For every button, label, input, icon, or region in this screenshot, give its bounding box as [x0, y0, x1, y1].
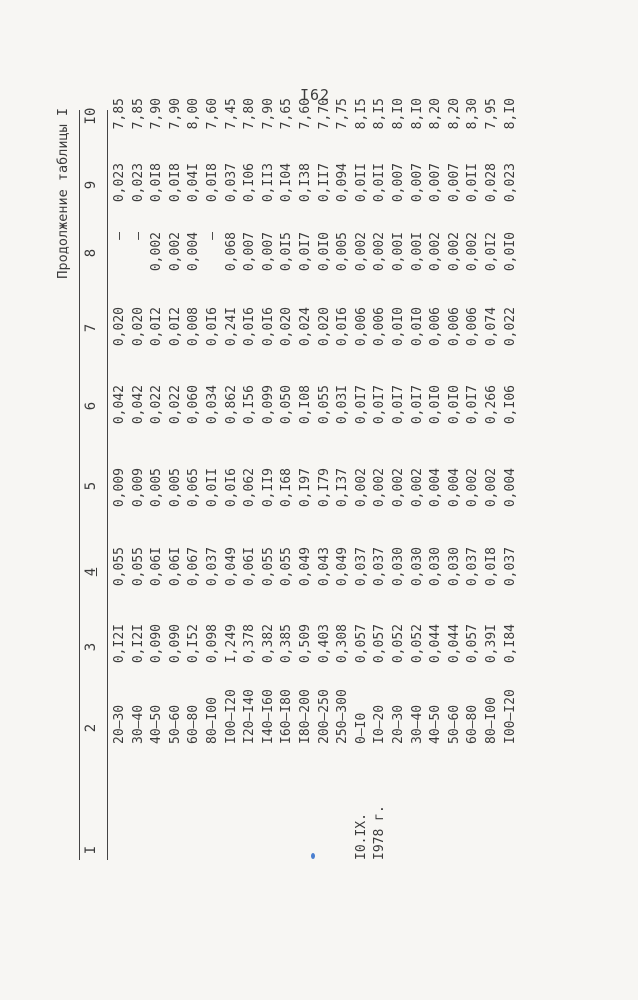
- column-header-6: 6: [83, 401, 99, 411]
- depth-cell: 30–40: [130, 704, 146, 744]
- value-cell-col9: 0,007: [391, 163, 406, 203]
- depth-cell: I20–I40: [242, 689, 258, 744]
- value-cell-col9: 0,023: [502, 163, 518, 203]
- value-cell-col6: 0,099: [260, 385, 276, 425]
- value-cell-col6: 0,0I7: [465, 385, 481, 425]
- table-top-rule: [79, 110, 80, 860]
- value-cell-col4: 0,037: [465, 547, 481, 587]
- value-cell-col9: 0,II7: [316, 163, 332, 203]
- value-cell-col3: 0,378: [242, 624, 258, 664]
- depth-cell: 60–80: [465, 704, 481, 744]
- rotated-table: [55, 90, 575, 860]
- value-cell-col5: 0,0I6: [223, 468, 239, 508]
- value-cell-col6: 0,050: [279, 385, 295, 425]
- value-cell-col8: 0,00I: [391, 232, 406, 272]
- value-cell-col6: 0,022: [149, 385, 165, 425]
- value-cell-col5: 0,009: [112, 468, 127, 508]
- value-cell-col5: 0,005: [149, 468, 165, 508]
- value-cell-col5: 0,002: [465, 468, 481, 508]
- value-cell-col8: 0,007: [242, 232, 258, 272]
- value-cell-col7: 0,0I6: [205, 307, 220, 347]
- date-label-line-1: I0.IX.: [353, 813, 369, 860]
- value-cell-col3: 0,057: [353, 624, 369, 664]
- value-cell-col6: 0,266: [484, 385, 499, 425]
- table-header-rule: [107, 110, 108, 860]
- value-cell-col8: 0,0I5: [279, 232, 295, 272]
- value-cell-col7: 0,020: [279, 307, 295, 347]
- value-cell-col6: 0,042: [112, 385, 127, 425]
- value-cell-col9: 0,007: [446, 163, 462, 203]
- value-cell-col7: 0,0I0: [391, 307, 406, 347]
- depth-cell: 30–40: [409, 704, 425, 744]
- value-cell-col4: 0,06I: [242, 547, 258, 587]
- depth-cell: 80–I00: [484, 697, 499, 744]
- depth-cell: 20–30: [391, 704, 406, 744]
- value-cell-col3: 0,057: [372, 624, 388, 664]
- value-cell-col5: 0,I68: [279, 468, 295, 508]
- value-cell-col4: 0,037: [372, 547, 388, 587]
- value-cell-col9: 0,II3: [260, 163, 276, 203]
- value-cell-col10: 8,20: [446, 98, 462, 130]
- value-cell-col6: 0,0I7: [409, 385, 425, 425]
- depth-cell: I40–I60: [260, 689, 276, 744]
- value-cell-col3: 0,385: [279, 624, 295, 664]
- value-cell-col4: 0,043: [316, 547, 332, 587]
- value-cell-col8: 0,004: [186, 232, 202, 272]
- value-cell-col7: 0,006: [353, 307, 369, 347]
- value-cell-col7: 0,022: [502, 307, 518, 347]
- value-cell-col3: 0,403: [316, 624, 332, 664]
- value-cell-col6: 0,0I0: [446, 385, 462, 425]
- value-cell-col4: 0,049: [223, 547, 239, 587]
- value-cell-col3: 0,382: [260, 624, 276, 664]
- value-cell-col6: 0,862: [223, 385, 239, 425]
- value-cell-col4: 0,049: [298, 547, 313, 587]
- column-header-7: 7: [83, 323, 99, 333]
- value-cell-col3: 0,057: [465, 624, 481, 664]
- value-cell-col6: 0,I08: [298, 385, 313, 425]
- value-cell-col3: 0,044: [446, 624, 462, 664]
- column-header-2: 2: [83, 723, 99, 733]
- value-cell-col5: 0,I37: [335, 468, 351, 508]
- page-number: I62: [300, 86, 331, 104]
- value-cell-col9: 0,023: [130, 163, 146, 203]
- value-cell-col7: 0,006: [372, 307, 388, 347]
- value-cell-col6: 0,060: [186, 385, 202, 425]
- value-cell-col3: I,249: [223, 624, 239, 664]
- value-cell-col8: 0,002: [372, 232, 388, 272]
- value-cell-col9: 0,007: [409, 163, 425, 203]
- value-cell-col7: 0,0I6: [242, 307, 258, 347]
- value-cell-col9: 0,0II: [353, 163, 369, 203]
- value-cell-col10: 8,I0: [502, 98, 518, 130]
- value-cell-col5: 0,062: [242, 468, 258, 508]
- value-cell-col3: 0,098: [205, 624, 220, 664]
- value-cell-col7: 0,074: [484, 307, 499, 347]
- value-cell-col4: 0,049: [335, 547, 351, 587]
- value-cell-col3: 0,090: [149, 624, 165, 664]
- value-cell-col4: 0,06I: [167, 547, 183, 587]
- depth-cell: I80–200: [298, 689, 313, 744]
- value-cell-col10: 8,20: [428, 98, 444, 130]
- value-cell-col8: 0,002: [465, 232, 481, 272]
- value-cell-col3: 0,052: [391, 624, 406, 664]
- column-header-8: 8: [83, 248, 99, 258]
- value-cell-col8: 0,068: [223, 232, 239, 272]
- value-cell-col9: 0,023: [112, 163, 127, 203]
- value-cell-col3: 0,I84: [502, 624, 518, 664]
- value-cell-col5: 0,004: [446, 468, 462, 508]
- value-cell-col8: 0,0I2: [484, 232, 499, 272]
- value-cell-col8: 0,002: [428, 232, 444, 272]
- value-cell-col9: 0,028: [484, 163, 499, 203]
- value-cell-col10: 7,60: [298, 98, 313, 130]
- depth-cell: 20–30: [112, 704, 127, 744]
- value-cell-col3: 0,052: [409, 624, 425, 664]
- value-cell-col8: 0,0I7: [298, 232, 313, 272]
- value-cell-col5: 0,002: [391, 468, 406, 508]
- depth-cell: 40–50: [428, 704, 444, 744]
- value-cell-col9: 0,I06: [242, 163, 258, 203]
- value-cell-col4: 0,055: [279, 547, 295, 587]
- value-cell-col4: 0,030: [391, 547, 406, 587]
- value-cell-col7: 0,0I2: [149, 307, 165, 347]
- value-cell-col10: 7,90: [167, 98, 183, 130]
- value-cell-col7: 0,0I2: [167, 307, 183, 347]
- value-cell-col9: 0,0I8: [149, 163, 165, 203]
- value-cell-col6: 0,0I7: [353, 385, 369, 425]
- value-cell-col6: 0,I06: [502, 385, 518, 425]
- value-cell-col7: 0,0I0: [409, 307, 425, 347]
- depth-cell: I00–I20: [502, 689, 518, 744]
- value-cell-col6: 0,034: [205, 385, 220, 425]
- value-cell-col5: 0,002: [372, 468, 388, 508]
- value-cell-col3: 0,509: [298, 624, 313, 664]
- value-cell-col8: 0,002: [167, 232, 183, 272]
- value-cell-col8: 0,002: [446, 232, 462, 272]
- value-cell-col10: 8,00: [186, 98, 202, 130]
- value-cell-col10: 8,I5: [372, 98, 388, 130]
- value-cell-col5: 0,005: [167, 468, 183, 508]
- value-cell-col3: 0,I52: [186, 624, 202, 664]
- value-cell-col5: 0,009: [130, 468, 146, 508]
- table-caption: Продолжение таблицы I: [55, 108, 71, 279]
- value-cell-col3: 0,090: [167, 624, 183, 664]
- value-cell-col6: 0,03I: [335, 385, 351, 425]
- value-cell-col10: 7,85: [130, 98, 146, 130]
- value-cell-col5: 0,II9: [260, 468, 276, 508]
- value-cell-col5: 0,004: [502, 468, 518, 508]
- date-label-line-2: I978 г.: [372, 805, 388, 860]
- value-cell-col5: 0,I97: [298, 468, 313, 508]
- value-cell-col8: 0,0I0: [502, 232, 518, 272]
- depth-cell: I60–I80: [279, 689, 295, 744]
- value-cell-col6: 0,I56: [242, 385, 258, 425]
- value-cell-col9: 0,I04: [279, 163, 295, 203]
- value-cell-col3: 0,39I: [484, 624, 499, 664]
- value-cell-col9: 0,037: [223, 163, 239, 203]
- value-cell-col8: 0,005: [335, 232, 351, 272]
- depth-cell: 40–50: [149, 704, 165, 744]
- value-cell-col3: 0,044: [428, 624, 444, 664]
- value-cell-col8: 0,0I0: [316, 232, 332, 272]
- value-cell-col7: 0,020: [112, 307, 127, 347]
- value-cell-col7: 0,020: [316, 307, 332, 347]
- value-cell-col10: 8,30: [465, 98, 481, 130]
- value-cell-col9: 0,04I: [186, 163, 202, 203]
- column-header-10: I0: [83, 107, 99, 125]
- value-cell-col6: 0,055: [316, 385, 332, 425]
- depth-cell: I00–I20: [223, 689, 239, 744]
- value-cell-col8: 0,007: [260, 232, 276, 272]
- value-cell-col7: 0,020: [130, 307, 146, 347]
- value-cell-col5: 0,0II: [205, 468, 220, 508]
- value-cell-col4: 0,030: [409, 547, 425, 587]
- value-cell-col10: 7,75: [335, 98, 351, 130]
- value-cell-col10: 7,45: [223, 98, 239, 130]
- value-cell-col4: 0,055: [112, 547, 127, 587]
- value-cell-col8: 0,002: [353, 232, 369, 272]
- value-cell-col8: 0,002: [149, 232, 165, 272]
- value-cell-col8: –: [205, 232, 220, 240]
- value-cell-col10: 7,60: [205, 98, 220, 130]
- value-cell-col7: 0,0I6: [335, 307, 351, 347]
- value-cell-col7: 0,0I6: [260, 307, 276, 347]
- value-cell-col7: 0,024: [298, 307, 313, 347]
- value-cell-col3: 0,I2I: [112, 624, 127, 664]
- value-cell-col4: 0,030: [446, 547, 462, 587]
- value-cell-col3: 0,308: [335, 624, 351, 664]
- value-cell-col5: 0,002: [484, 468, 499, 508]
- value-cell-col9: 0,0I8: [205, 163, 220, 203]
- value-cell-col5: 0,I79: [316, 468, 332, 508]
- depth-cell: 80–I00: [205, 697, 220, 744]
- value-cell-col10: 7,65: [279, 98, 295, 130]
- value-cell-col4: 0,0I8: [484, 547, 499, 587]
- value-cell-col8: –: [112, 232, 127, 240]
- value-cell-col6: 0,0I7: [372, 385, 388, 425]
- column-header-4: 4: [83, 567, 99, 577]
- value-cell-col7: 0,008: [186, 307, 202, 347]
- value-cell-col5: 0,002: [409, 468, 425, 508]
- value-cell-col10: 7,85: [112, 98, 127, 130]
- value-cell-col9: 0,007: [428, 163, 444, 203]
- depth-cell: I0–20: [372, 704, 388, 744]
- depth-cell: 60–80: [186, 704, 202, 744]
- value-cell-col7: 0,24I: [223, 307, 239, 347]
- value-cell-col9: 0,0II: [465, 163, 481, 203]
- value-cell-col6: 0,022: [167, 385, 183, 425]
- column-header-1: I: [83, 845, 99, 855]
- value-cell-col4: 0,06I: [149, 547, 165, 587]
- value-cell-col10: 7,90: [149, 98, 165, 130]
- value-cell-col10: 7,90: [260, 98, 276, 130]
- column-header-9: 9: [83, 180, 99, 190]
- value-cell-col7: 0,006: [428, 307, 444, 347]
- value-cell-col10: 7,80: [242, 98, 258, 130]
- depth-cell: 250–300: [335, 689, 351, 744]
- value-cell-col4: 0,055: [260, 547, 276, 587]
- value-cell-col9: 0,094: [335, 163, 351, 203]
- value-cell-col6: 0,0I0: [428, 385, 444, 425]
- column-header-5: 5: [83, 481, 99, 491]
- ink-spot: [311, 853, 315, 859]
- depth-cell: 50–60: [167, 704, 183, 744]
- value-cell-col10: 8,I5: [353, 98, 369, 130]
- value-cell-col10: 8,I0: [409, 98, 425, 130]
- value-cell-col4: 0,030: [428, 547, 444, 587]
- value-cell-col5: 0,004: [428, 468, 444, 508]
- value-cell-col3: 0,I2I: [130, 624, 146, 664]
- value-cell-col9: 0,0I8: [167, 163, 183, 203]
- value-cell-col4: 0,037: [205, 547, 220, 587]
- value-cell-col5: 0,065: [186, 468, 202, 508]
- depth-cell: 0–I0: [353, 712, 369, 744]
- value-cell-col9: 0,0II: [372, 163, 388, 203]
- value-cell-col4: 0,055: [130, 547, 146, 587]
- value-cell-col10: 7,95: [484, 98, 499, 130]
- column-header-3: 3: [83, 642, 99, 652]
- value-cell-col8: –: [130, 232, 146, 240]
- value-cell-col4: 0,067: [186, 547, 202, 587]
- value-cell-col5: 0,002: [353, 468, 369, 508]
- value-cell-col7: 0,006: [446, 307, 462, 347]
- value-cell-col9: 0,I38: [298, 163, 313, 203]
- value-cell-col7: 0,006: [465, 307, 481, 347]
- value-cell-col6: 0,042: [130, 385, 146, 425]
- value-cell-col10: 7,70: [316, 98, 332, 130]
- value-cell-col4: 0,037: [502, 547, 518, 587]
- value-cell-col10: 8,I0: [391, 98, 406, 130]
- depth-cell: 50–60: [446, 704, 462, 744]
- value-cell-col8: 0,00I: [409, 232, 425, 272]
- value-cell-col6: 0,0I7: [391, 385, 406, 425]
- value-cell-col4: 0,037: [353, 547, 369, 587]
- depth-cell: 200–250: [316, 689, 332, 744]
